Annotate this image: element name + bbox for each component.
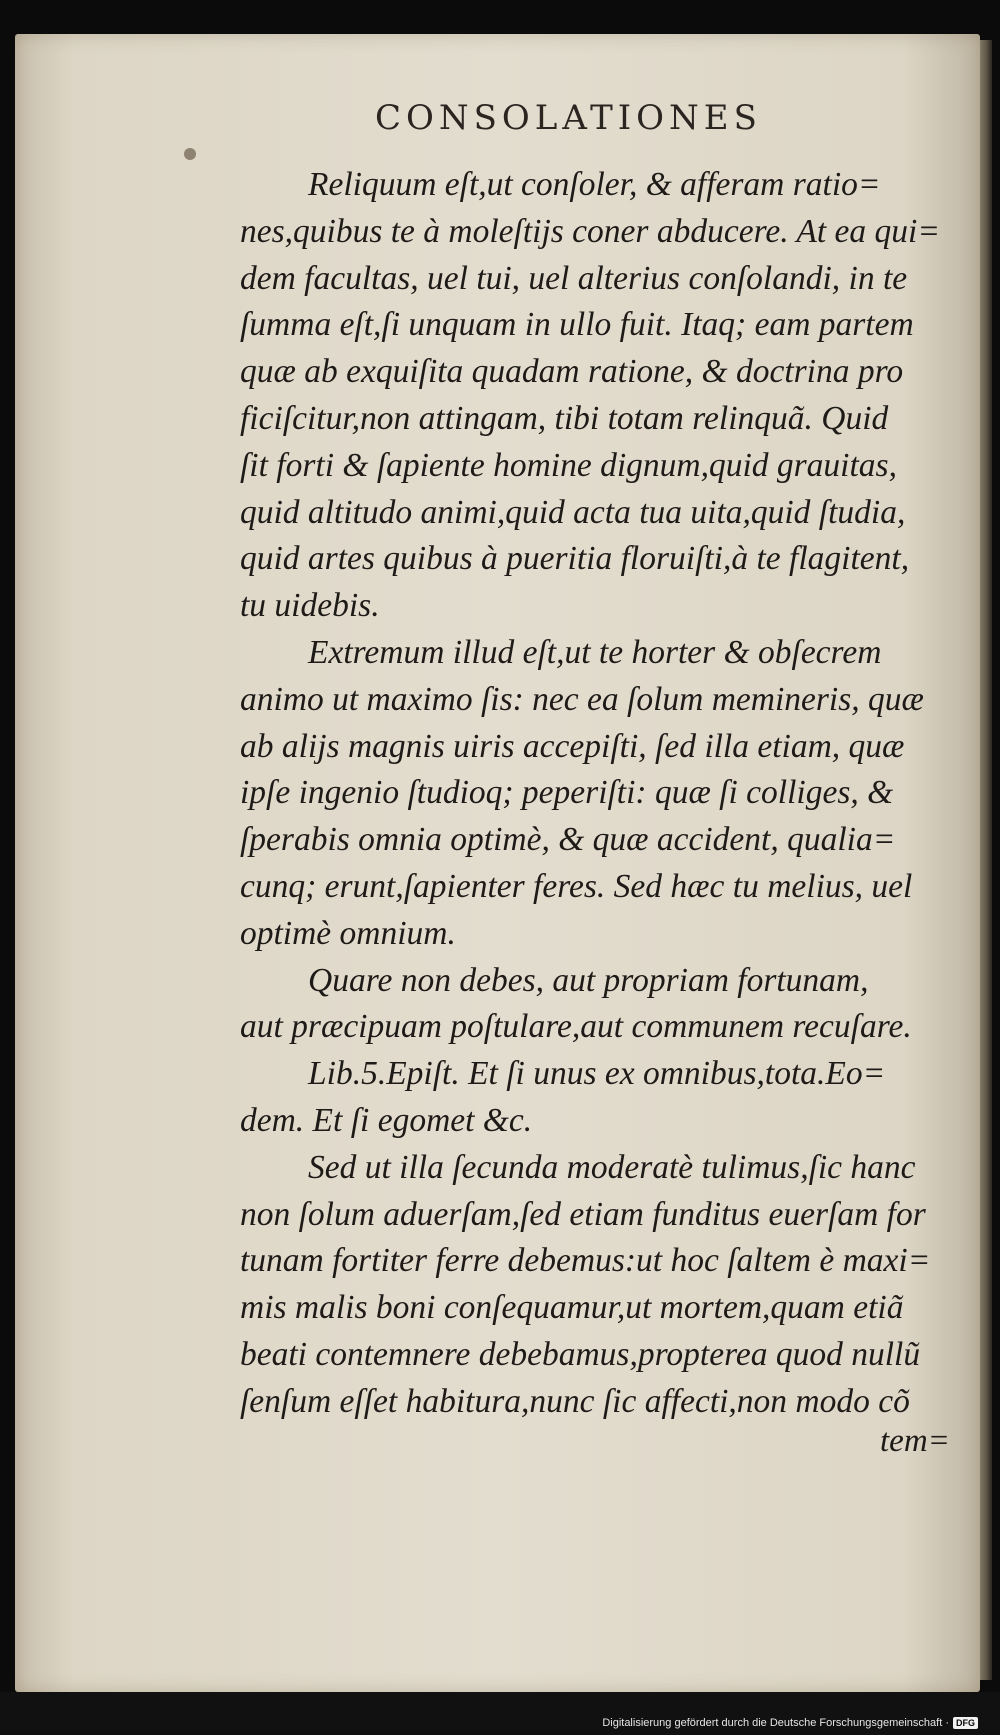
dfg-logo: DFG — [953, 1717, 978, 1729]
text-line: ſperabis omnia optimè, & quæ accident, qualia= — [240, 821, 896, 859]
text-line: quid artes quibus à pueritia floruiſti,à te flagitent, — [240, 540, 910, 578]
text-line: Lib.5.Epiſt. Et ſi unus ex omnibus,tota.Eo= — [308, 1055, 886, 1093]
text-line: tu uidebis. — [240, 587, 380, 625]
text-line: aut præcipuam poſtulare,aut communem recuſare. — [240, 1008, 912, 1046]
text-line: Reliquum eſt,ut conſoler, & afferam ratio= — [308, 166, 881, 203]
text-line: Extremum illud eſt,ut te horter & obſecrem — [308, 633, 882, 671]
text-line: dem. Et ſi egomet &c. — [240, 1101, 533, 1139]
text-line: non ſolum aduerſam,ſed etiam funditus euerſam for — [240, 1195, 926, 1233]
text-line: ſenſum eſſet habitura,nunc ſic affecti,non modo cõ — [240, 1382, 910, 1420]
text-line: Sed ut illa ſecunda moderatè tulimus,ſic hanc — [308, 1148, 916, 1186]
text-line: tunam fortiter ferre debemus:ut hoc ſaltem è maxi= — [240, 1242, 931, 1280]
page-edge-shadow — [978, 40, 992, 1680]
text-line: animo ut maximo ſis: nec ea ſolum memineris, quæ — [240, 680, 924, 718]
text-line: ficiſcitur,non attingam, tibi totam relinquã. Quid — [240, 399, 889, 437]
text-line: ipſe ingenio ſtudioq; peperiſti: quæ ſi colliges, & — [240, 774, 894, 812]
text-line: cunq; erunt,ſapienter feres. Sed hæc tu melius, uel — [240, 867, 913, 905]
running-head: CONSOLATIONES — [375, 98, 762, 138]
digitization-credit — [602, 1717, 978, 1729]
page-body-text — [240, 162, 940, 1426]
text-line: ſit forti & ſapiente homine dignum,quid grauitas, — [240, 446, 897, 484]
text-line: ſumma eſt,ſi unquam in ullo fuit. Itaq; eam partem — [240, 306, 914, 344]
text-line: optimè omnium. — [240, 914, 456, 952]
text-line: mis malis boni conſequamur,ut mortem,quam etiã — [240, 1289, 904, 1327]
text-line: dem facultas, uel tui, uel alterius conſolandi, in te — [240, 259, 908, 297]
digitization-credit-text: Digitalisierung gefördert durch die Deutsche Forschungsgemeinschaft · — [602, 1717, 949, 1729]
ink-stain — [184, 148, 196, 160]
text-line: Quare non debes, aut propriam fortunam, — [308, 961, 869, 999]
text-line: ab alijs magnis uiris accepiſti, ſed illa etiam, quæ — [240, 727, 905, 765]
text-line: nes,quibus te à moleſtijs coner abducere. At ea qui= — [240, 212, 940, 250]
text-line: beati contemnere debebamus,propterea quod nullũ — [240, 1335, 921, 1373]
text-line: quid altitudo animi,quid acta tua uita,quid ſtudia, — [240, 493, 906, 531]
text-line: quæ ab exquiſita quadam ratione, & doctrina pro — [240, 353, 904, 391]
catchword: tem= — [880, 1423, 950, 1459]
